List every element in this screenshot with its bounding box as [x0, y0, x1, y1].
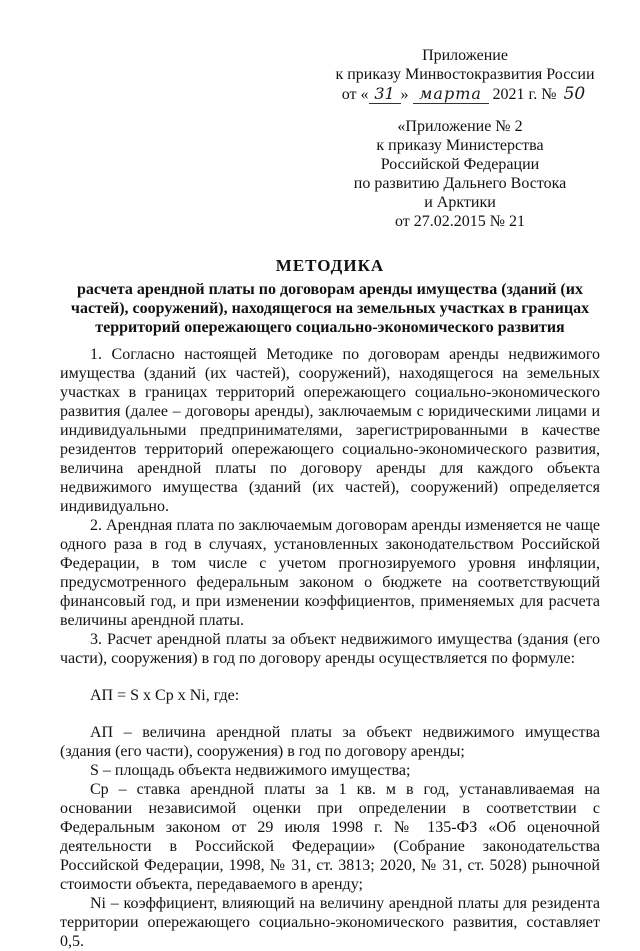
paragraph-2: 2. Арендная плата по заключаемым договорам аренды изменяется не чаще одного раза в год в случаях, установленных законодательством Российской Федерации, в том числе с учетом прогнозируемого уровня инфляции, предусмотренного федеральным законом о бюджете на соответствующий финансовый год, и при изменении коэффициентов, применяемых для расчета величины арендной платы.: [60, 517, 600, 629]
appendix-header: [300, 46, 630, 104]
document-title: МЕТОДИКА: [275, 256, 385, 275]
prev-appendix-line-1: «Приложение № 2: [397, 118, 523, 135]
handwritten-month: марта: [413, 84, 489, 104]
handwritten-day: 31: [369, 84, 401, 104]
previous-appendix-block: [330, 117, 590, 231]
document-body: [60, 345, 600, 951]
date-prefix: от «: [341, 86, 369, 103]
paragraph-1: 1. Согласно настоящей Методике по договорам аренды недвижимого имущества (зданий (их частей), сооружений), находящегося на земельных участках в границах территорий опережающего социально-экономического развития (далее – договоры аренды), заключаемым с юридическими лицами и индивидуальными предпринимателями, зарегистрированными в качестве резидентов территорий опережающего социально-экономического развития, величина арендной платы по договору аренды для каждого объекта недвижимого имущества (зданий (их частей), сооружений) определяется индивидуально.: [60, 346, 600, 515]
paragraph-3: 3. Расчет арендной платы за объект недвижимого имущества (здания (его части), сооружения) в год по договору аренды осуществляется по формуле:: [60, 631, 600, 667]
definition-s: S – площадь объекта недвижимого имущества;: [90, 762, 411, 779]
appendix-date-line: [300, 84, 630, 104]
appendix-order-ref: к приказу Минвостокразвития России: [335, 66, 595, 83]
date-suffix: 2021 г. №: [492, 86, 557, 103]
prev-appendix-line-4: по развитию Дальнего Востока: [353, 175, 567, 192]
prev-appendix-line-2: к приказу Министерства: [376, 137, 544, 154]
prev-appendix-line-6: от 27.02.2015 № 21: [394, 213, 526, 230]
handwritten-number: 50: [563, 84, 586, 104]
appendix-title: Приложение: [422, 47, 508, 64]
formula: АП = S x Ср x Ni, где:: [90, 687, 240, 704]
definition-ap: АП – величина арендной платы за объект недвижимого имущества (здания (его части), сооружения) в год по договору аренды;: [60, 724, 600, 760]
date-mid: »: [400, 86, 409, 103]
document-subtitle: расчета арендной платы по договорам аренды имущества (зданий (их частей), сооружений), находящегося на земельных участках в границах территорий опережающего социально-экономического развития: [70, 281, 590, 336]
prev-appendix-line-3: Российской Федерации: [380, 156, 540, 173]
prev-appendix-line-5: и Арктики: [424, 194, 496, 211]
definition-ni: Ni – коэффициент, влияющий на величину арендной платы для резидента территории опережающего социально-экономического развития, составляет 0,5.: [60, 895, 600, 950]
definition-cp: Ср – ставка арендной платы за 1 кв. м в год, устанавливаемая на основании независимой оценки при определении в соответствии с Федеральным законом от 29 июля 1998 г. № 135-ФЗ «Об оценочной деятельности в Российской Федерации» (Собрание законодательства Российской Федерации, 1998, № 31, ст. 3813; 2020, № 31, ст. 5028) рыночной стоимости объекта, передаваемого в аренду;: [60, 781, 600, 893]
document-title-block: [60, 256, 600, 337]
